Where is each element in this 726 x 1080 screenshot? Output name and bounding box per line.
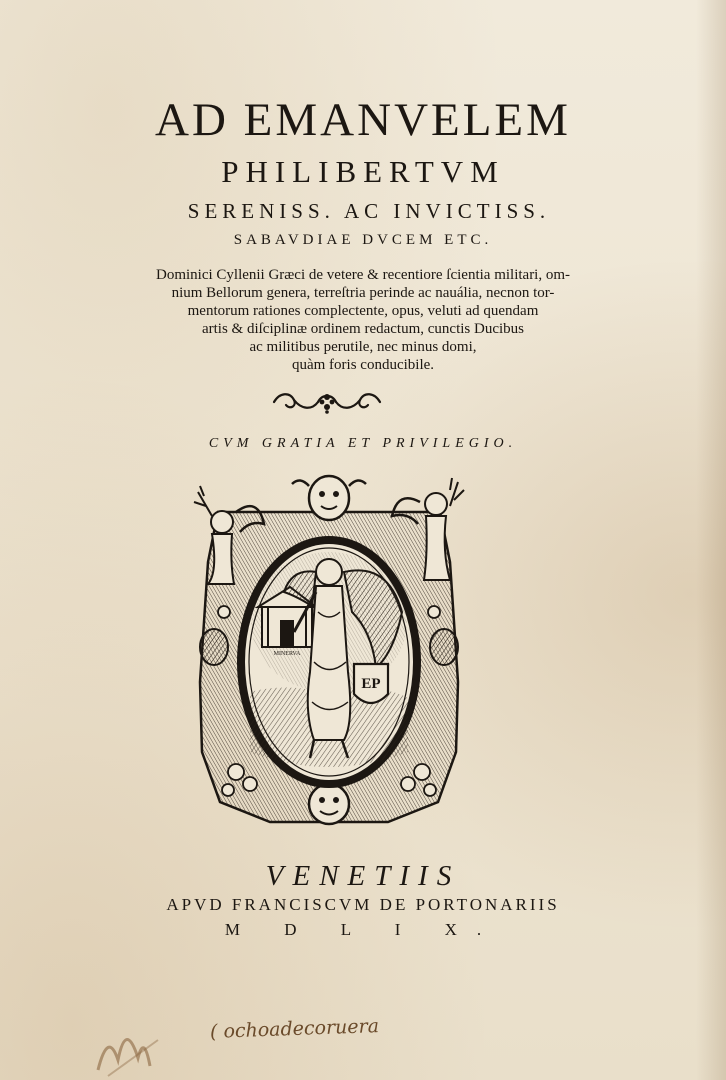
shield-letters: EP — [361, 676, 381, 692]
description-block — [60, 266, 666, 374]
description-line: Dominici Cyllenii Græci de vetere & recentiore ſcientia militari, om- — [155, 267, 571, 283]
imprint-city: VENETIIS — [265, 860, 461, 892]
description-line: artis & diſciplinæ ordinem redactum, cunctis Ducibus — [201, 321, 525, 337]
privilege-line: CVM GRATIA ET PRIVILEGIO. — [208, 436, 518, 451]
fleuron-ornament-icon — [270, 388, 384, 416]
description-line: mentorum rationes complectente, opus, veluti ad quendam — [187, 303, 539, 319]
imprint-printer: APVD FRANCISCVM DE PORTONARIIS — [166, 895, 560, 914]
description-line: nium Bellorum genera, terreſtria perinde ac nauália, necnon tor- — [171, 285, 555, 301]
title-line-2: PHILIBERTVM — [221, 154, 505, 189]
title-line-4: SABAVDIAE DVCEM ETC. — [233, 232, 493, 248]
temple-label: MINERVA — [273, 651, 301, 657]
ink-stroke-mark — [88, 1010, 188, 1080]
printers-device-woodcut — [188, 472, 470, 838]
imprint-year: M D L I X. — [224, 920, 502, 939]
description-line: quàm foris conducibile. — [291, 357, 435, 373]
title-line-1: AD EMANVELEM — [155, 94, 571, 146]
description-line: ac militibus perutile, nec minus domi, — [249, 339, 477, 355]
handwritten-signature: ( ochoadecoruera — [209, 1015, 380, 1043]
shield-icon — [354, 664, 388, 703]
title-line-3: SERENISS. AC INVICTISS. — [187, 199, 551, 223]
